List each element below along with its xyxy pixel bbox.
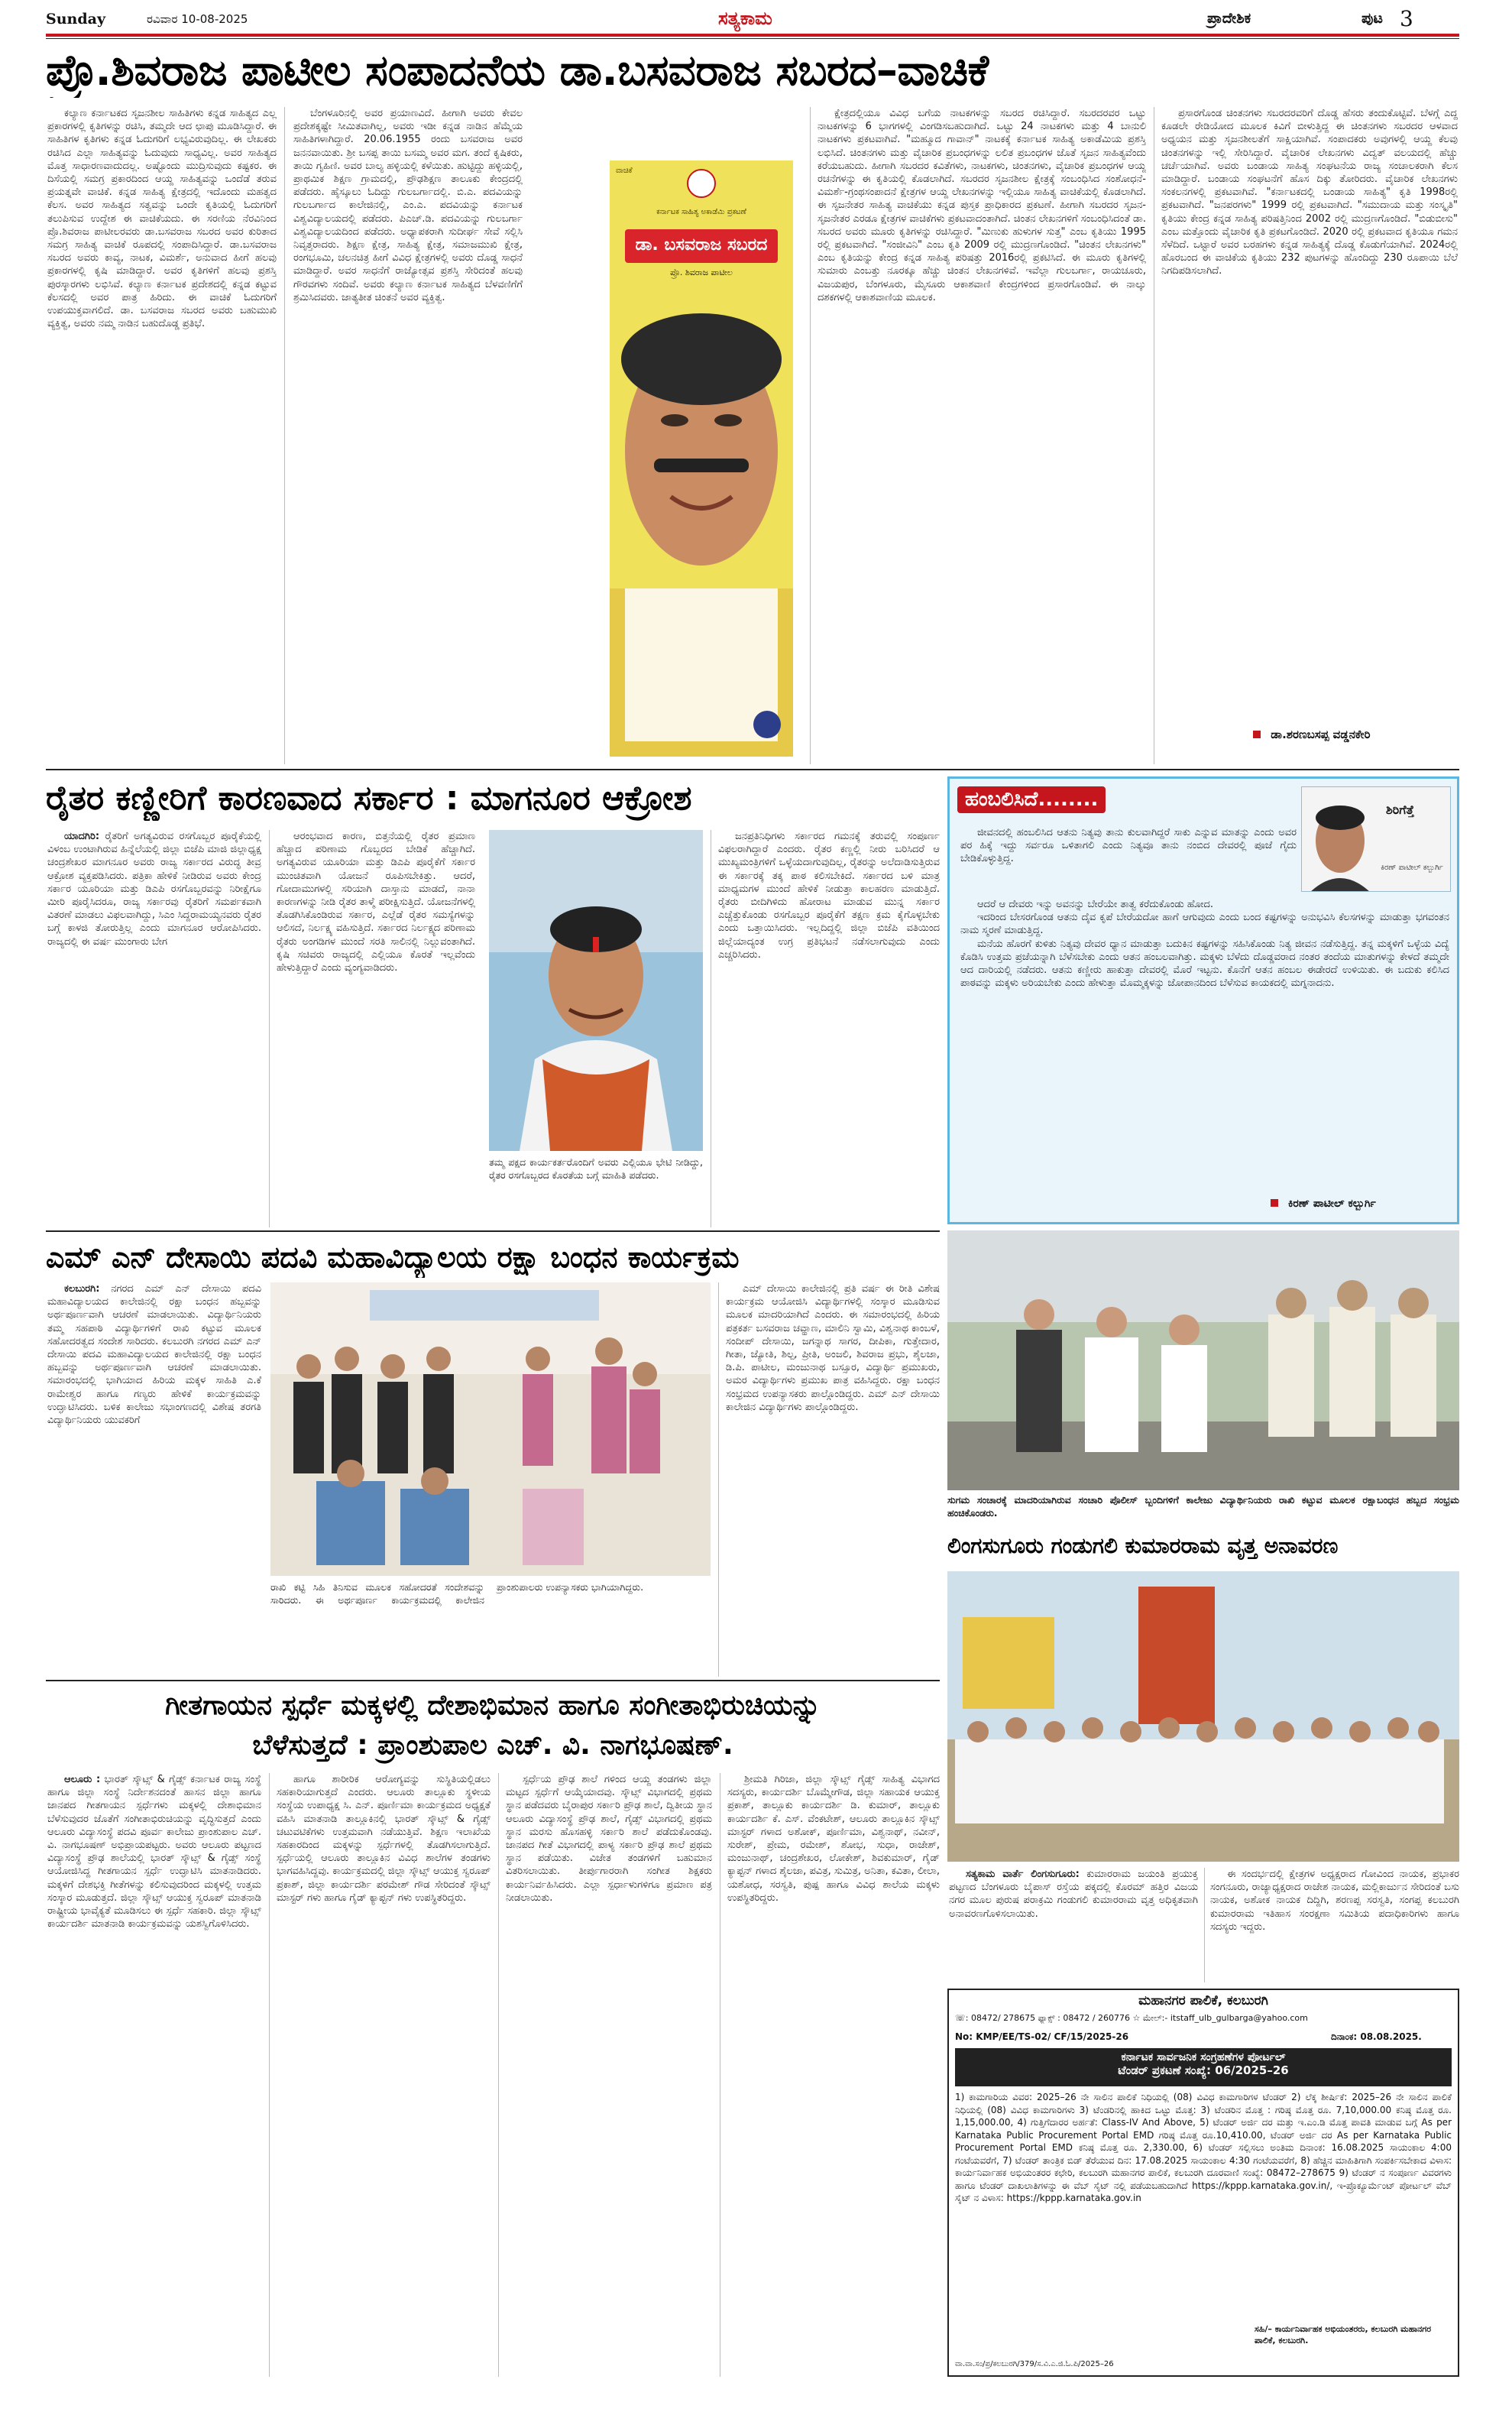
masthead xyxy=(46,6,1459,34)
masthead-page-number: 3 xyxy=(1400,6,1413,31)
tender-notice xyxy=(947,1989,1459,2377)
tender-footer: ವಾ.ವಾ.ಸಂ/ಪ್ರ/ಕಲಬುರಗಿ/379/ಸ.ವಿ.ಎ.ಜಿ.ಓ.ಪಿ/2025–26 xyxy=(955,2360,1114,2368)
story1-headline: ಪ್ರೊ.ಶಿವರಾಜ ಪಾಟೀಲ ಸಂಪಾದನೆಯ ಡಾ.ಬಸವರಾಜ ಸಬರದ–ವಾಚಿಕೆ xyxy=(46,46,989,96)
story4-col1: ಸತ್ಯಕಾಮ ವಾರ್ತೆ ಲಿಂಗಸುಗೂರು: ಕುಮಾರರಾಮ ಜಯಂತಿ ಪ್ರಯುಕ್ತ ಪಟ್ಟಣದ ಬೆಂಗಳೂರು ಬೈಪಾಸ್ ರಸ್ತೆಯ ಪಕ್ಕದಲ್ಲಿ ಕೊರಮ್ ಹತ್ತಿರ ವಿಜಯ ನಗರ ಮೂಲ ಪುರುಷ ಪರಾಕ್ರಮಿ ಗಂಡುಗಲಿ ಕುಮಾರರಾಮ ವೃತ್ತ ಅಧಿಕೃತವಾಗಿ ಅನಾವರಣಗೊಳಿಸಲಾಯಿತು. xyxy=(949,1869,1198,1920)
story4-photo xyxy=(947,1571,1459,1862)
tender-office: ಮಹಾನಗರ ಪಾಲಿಕೆ, ಕಲಬುರಗಿ xyxy=(1138,1993,1268,2008)
masthead-page-label: ಪುಟ xyxy=(1361,10,1383,27)
story3-col1: ಕಲಬುರಗಿ: ನಗರದ ಎಮ್ ಎನ್ ದೇಸಾಯಿ ಪದವಿ ಮಹಾವಿದ್ಯಾಲಯದ ಕಾಲೇಜಿನಲ್ಲಿ ರಕ್ಷಾ ಬಂಧನ ಹಬ್ಬವನ್ನು ಅರ್ಥಪೂರ್ಣವಾಗಿ ಆಚರಣೆ ಮಾಡಲಾಯಿತು. ವಿದ್ಯಾರ್ಥಿನಿಯರು ತಮ್ಮ ಸಹಪಾಠಿ ವಿದ್ಯಾರ್ಥಿಗಳಿಗೆ ರಾಖಿ ಕಟ್ಟುವ ಮೂಲಕ ಸಹೋದರತ್ವದ ಸಂದೇಶ ಸಾರಿದರು. ಕಲಬುರಗಿ ನಗರದ ಎಮ್ ಎನ್ ದೇಸಾಯಿ ಪದವಿ ಮಹಾವಿದ್ಯಾಲಯದ ಕಾಲೇಜಿನಲ್ಲಿ ರಕ್ಷಾ ಬಂಧನ ಹಬ್ಬವನ್ನು ಅರ್ಥಪೂರ್ಣವಾಗಿ ಆಚರಣೆ ಮಾಡಲಾಯಿತು. ಸಮಾರಂಭದಲ್ಲಿ ಭಾಗಿಯಾದ ಹಿರಿಯ ಮಕ್ಕಳ ಸಾಹಿತಿ ಎ.ಕೆ ರಾಮೇಶ್ವರ ಹಾಗೂ ಗಣ್ಯರು ಹೇಳಿಕೆ ಕಾರ್ಯಕ್ರಮವನ್ನು ಉದ್ಘಾಟಿಸಿದರು. ಬಳಿಕ ಕಾಲೇಜು ಸಭಾಂಗಣದಲ್ಲಿ ವಿಶೇಷ ತರಗತಿ ವಿದ್ಯಾರ್ಥಿನಿಯರು ಯುವಕರಿಗೆ xyxy=(47,1283,261,1427)
byline-marker xyxy=(1253,731,1261,738)
story2-col2: ಆರಂಭವಾದ ಕಾರಣ, ಬಿತ್ತನೆಯಲ್ಲಿ ರೈತರ ಪ್ರಮಾಣ ಹೆಚ್ಚಾದ ಪರಿಣಾಮ ಗೊಬ್ಬರದ ಬೇಡಿಕೆ ಹೆಚ್ಚಾಗಿದೆ. ಅಗತ್ಯವಿರುವ ಯೂರಿಯಾ ಮತ್ತು ಡಿಎಪಿ ಪೂರೈಕೆಗೆ ಸರ್ಕಾರ ಮುಂಚಿತವಾಗಿ ಯೋಜನೆ ರೂಪಿಸಬೇಕಿತ್ತು. ಆದರೆ, ಗೋದಾಮುಗಳಲ್ಲಿ ಸರಿಯಾಗಿ ದಾಸ್ತಾನು ಮಾಡದೆ, ನಾನಾ ಕಾರಣಗಳನ್ನು ನೀಡಿ ರೈತರ ತಾಳ್ಮೆ ಪರೀಕ್ಷಿಸುತ್ತಿದೆ. ಯೋಜನೆಗಳಲ್ಲಿ ತೊಡಗಿಸಿಕೊಂಡಿರುವ ಸರ್ಕಾರ, ಎಲ್ಲೆಡೆ ರೈತರ ಸಮಸ್ಯೆಗಳನ್ನು ಆಲಿಸದೆ, ನಿರ್ಲಕ್ಷ್ಯ ವಹಿಸುತ್ತಿದೆ. ಸರ್ಕಾರದ ನಿರ್ಲಕ್ಷ್ಯದ ಪರಿಣಾಮ ರೈತರು ಅಂಗಡಿಗಳ ಮುಂದೆ ಸರತಿ ಸಾಲಿನಲ್ಲಿ ನಿಲ್ಲುವಂತಾಗಿದೆ. ಕೃಷಿ ಸಚಿವರು ರಾಜ್ಯದಲ್ಲಿ ಎಲ್ಲಿಯೂ ಕೊರತೆ ಇಲ್ಲವೆಂದು ಹೇಳುತ್ತಿದ್ದಾರೆ ಎಂದು ವ್ಯಂಗ್ಯವಾಡಿದರು. xyxy=(277,831,475,974)
story5-col4: ಶ್ರೀಮತಿ ಗಿರಿಜಾ, ಜಿಲ್ಲಾ ಸ್ಕೌಟ್ಸ್ ಗೈಡ್ಸ್ ಸಾಹಿತ್ಯ ವಿಭಾಗದ ಸದಸ್ಯರು, ಕಾರ್ಯದರ್ಶಿ ಬೊಮ್ಮೇಗೌಡ, ಜಿಲ್ಲಾ ಸಹಾಯಕ ಆಯುಕ್ತ ಪ್ರಕಾಶ್, ತಾಲ್ಲೂಕು ಕಾರ್ಯದರ್ಶಿ ಡಿ. ಕುಮಾರ್, ತಾಲ್ಲೂಕು ಕಾರ್ಯದರ್ಶಿ ಕೆ. ಎಸ್. ವೆಂಕಟೇಶ್, ಆಲೂರು ತಾಲ್ಲೂಕಿನ ಸ್ಕೌಟ್ಸ್ ಮಾಸ್ಟರ್ ಗಳಾದ ಅಶೋಕ್, ಪೂರ್ಣಿಮಾ, ವಿಶ್ವನಾಥ್, ನವೀನ್, ಸುರೇಶ್, ಪ್ರೇಮ, ರಮೇಶ್, ಶೋಭ, ಸುಧಾ, ರಾಜೇಶ್, ಮಂಜುನಾಥ್, ಚಂದ್ರಶೇಖರ, ಲೋಕೇಶ್, ಶಿವಕುಮಾರ್, ಗೈಡ್ ಕ್ಯಾಪ್ಟನ್ ಗಳಾದ ಶೈಲಜಾ, ಪವಿತ್ರ, ಸುಮಿತ್ರ, ಅನಿತಾ, ಕವಿತಾ, ಲೀಲಾ, ಯಶೋಧ, ಸರಸ್ವತಿ, ಪುಷ್ಪ ಹಾಗೂ ವಿವಿಧ ಶಾಲೆಯ ಮಕ್ಕಳು ಉಪಸ್ಥಿತರಿದ್ದರು. xyxy=(727,1774,940,1904)
story1-byline-name: ಡಾ.ಶರಣಬಸಪ್ಪ ವಡ್ಡನಕೇರಿ xyxy=(1271,728,1371,741)
story3-photo-caption: ರಾಖಿ ಕಟ್ಟಿ ಸಿಹಿ ತಿನಿಸುವ ಮೂಲಕ ಸಹೋದರತೆ ಸಂದೇಶವನ್ನು ಸಾರಿದರು. ಈ ಅರ್ಥಪೂರ್ಣ ಕಾರ್ಯಕ್ರಮದಲ್ಲಿ ಕಾಲೇಜಿನ ಪ್ರಾಂಶುಪಾಲರು ಉಪನ್ಯಾಸಕರು ಭಾಗಿಯಾಗಿದ್ದರು. xyxy=(270,1581,644,1606)
story3-col3: ಎಮ್ ದೇಸಾಯಿ ಕಾಲೇಜಿನಲ್ಲಿ ಪ್ರತಿ ವರ್ಷ ಈ ರೀತಿ ವಿಶೇಷ ಕಾರ್ಯಕ್ರಮ ಆಯೋಜಿಸಿ ವಿದ್ಯಾರ್ಥಿಗಳಲ್ಲಿ ಸಂಸ್ಕಾರ ಮೂಡಿಸುವ ಮೂಲಕ ಮಾದರಿಯಾಗಿದೆ ಎಂದರು. ಈ ಸಮಾರಂಭದಲ್ಲಿ ಹಿರಿಯ ಪತ್ರಕರ್ತ ಬಸವರಾಜ ಚವ್ಹಾಣ, ಮಾಲಿನಿ ಸ್ವಾಮಿ, ವಿಶ್ವನಾಥ ಕಾಂಬಳೆ, ಸಂದೀಪ್ ದೇಸಾಯಿ, ಜಗನ್ನಾಥ ಸಾಗರ, ದೀಪಿಕಾ, ಗುತ್ತೇದಾರ, ಗೀತಾ, ಜ್ಯೋತಿ, ಶಿಲ್ಪ, ಪ್ರೀತಿ, ಅಂಜಲಿ, ಶಿವರಾಜ ಪ್ರಭು, ಶೈಲಜಾ, ಡಿ.ಪಿ. ಪಾಟೀಲ, ಮಂಜುನಾಥ ಬಸ್ಸೂರ, ವಿದ್ಯಾರ್ಥಿ ಪ್ರಮುಖರು, ಅಮರ ವಿದ್ಯಾರ್ಥಿಗಳು ಪ್ರಮುಖ ಪಾತ್ರ ವಹಿಸಿದ್ದರು. ರಕ್ಷಾ ಬಂಧನ ಸಂಭ್ರಮದ ಉಪನ್ಯಾಸಕರು ಪಾಲ್ಗೊಂಡಿದ್ದರು. ಎಮ್ ಎನ್ ದೇಸಾಯಿ ಕಾಲೇಜಿನ ವಿದ್ಯಾರ್ಥಿಗಳು ಪಾಲ್ಗೊಂಡಿದ್ದರು. xyxy=(726,1283,940,1413)
book-label: ವಾಚಿಕೆ xyxy=(616,167,633,175)
hambaliside-title: ಹಂಬಲಿಸಿದೆ........ xyxy=(957,786,1106,813)
tender-portal: ಕರ್ನಾಟಕ ಸಾರ್ವಜನಿಕ ಸಂಗ್ರಹಣೆಗಳ ಪೋರ್ಟಲ್ xyxy=(1121,2051,1286,2063)
story4-headline: ಲಿಂಗಸುಗೂರು ಗಂಡುಗಲಿ ಕುಮಾರರಾಮ ವೃತ್ತ ಅನಾವರಣ xyxy=(947,1533,1339,1558)
masthead-paper-name: ಸತ್ಯಕಾಮ xyxy=(718,8,772,29)
tender-ref-date: ದಿನಾಂಕ: 08.08.2025. xyxy=(1331,2031,1422,2042)
story1-col1: ಕಲ್ಯಾಣ ಕರ್ನಾಟಕದ ಸೃಜನಶೀಲ ಸಾಹಿತಿಗಳು ಕನ್ನಡ ಸಾಹಿತ್ಯದ ಎಲ್ಲ ಪ್ರಕಾರಗಳಲ್ಲಿ ಕೃತಿಗಳನ್ನು ರಚಿಸಿ, ತಮ್ಮದೇ ಆದ ಛಾಪು ಮೂಡಿಸಿದ್ದಾರೆ. ಈ ಸಾಹಿತಿಗಳ ಕೃತಿಗಳು ಕನ್ನಡ ಓದುಗರಿಗೆ ಲಭ್ಯವಿರುವುದಿಲ್ಲ. ಈ ಲೇಖಕರು ರಚಿಸಿದ ಎಲ್ಲಾ ಸಾಹಿತ್ಯವನ್ನು ಓದುವುದು ಸಾಧ್ಯವಿಲ್ಲ. ಅವರ ಸಾಹಿತ್ಯದ ಮೊತ್ತ ಸಾಧಾರಣವಾದುದಲ್ಲ. ಅಷ್ಟೊಂದು ಮುದ್ರಿಸುವುದು ಕಷ್ಟಕರ. ಈ ದಿಸೆಯಲ್ಲಿ ಸಮಗ್ರ ಪ್ರಕಾರದಿಂದ ಆಯ್ದ ಸಾಹಿತ್ಯವನ್ನು ಒಂದೆಡೆ ತರುವ ಪ್ರಯತ್ನವೇ ವಾಚಿಕೆ. ಕನ್ನಡ ಸಾಹಿತ್ಯ ಕ್ಷೇತ್ರದಲ್ಲಿ ಇದೊಂದು ಮಹತ್ವದ ಕೆಲಸ. ಅವರ ಸಾಹಿತ್ಯದ ಸತ್ವವನ್ನು ಒಂದೇ ಕೃತಿಯಲ್ಲಿ ಓದುಗರಿಗೆ ತಲುಪಿಸುವ ಉದ್ದೇಶ ಈ ವಾಚಿಕೆಯದು. ಈ ಸರಣಿಯ ನೆರವಿನಿಂದ ಪ್ರೊ.ಶಿವರಾಜ ಪಾಟೀಲರವರು ಡಾ.ಬಸವರಾಜ ಸಬರದ ಅವರ ಕುರಿತಾದ ಸಮಗ್ರ ಸಾಹಿತ್ಯ ವಾಚಿಕೆ ರೂಪದಲ್ಲಿ ಸಂಪಾದಿಸಿದ್ದಾರೆ. ಡಾ.ಬಸವರಾಜ ಸಬರದ ಅವರು ಕಾವ್ಯ, ನಾಟಕ, ವಿಮರ್ಶೆ, ಅನುವಾದ ಹೀಗೆ ಹಲವು ಪ್ರಕಾರಗಳಲ್ಲಿ ಕೃಷಿ ಮಾಡಿದ್ದಾರೆ. ಅವರ ಕೃತಿಗಳಿಗೆ ಹಲವು ಪ್ರಶಸ್ತಿ ಪುರಸ್ಕಾರಗಳು ಲಭಿಸಿವೆ. ಕಲ್ಯಾಣ ಕರ್ನಾಟಕ ಪ್ರದೇಶದಲ್ಲಿ ಕನ್ನಡ ಕಟ್ಟುವ ಕೆಲಸದಲ್ಲಿ ಅವರ ಪಾತ್ರ ಹಿರಿದು. ಈ ವಾಚಿಕೆ ಓದುಗರಿಗೆ ಉಪಯುಕ್ತವಾಗಲಿದೆ. ಡಾ. ಬಸವರಾಜ ಸಬರದ ಅವರು ಬಹುಮುಖಿ ವ್ಯಕ್ತಿತ್ವ, ಅವರು ನಮ್ಮ ನಾಡಿನ ಬಹುದೊಡ್ಡ ಪ್ರತಿಭೆ. xyxy=(47,108,277,330)
story2-headline: ರೈತರ ಕಣ್ಣೀರಿಗೆ ಕಾರಣವಾದ ಸರ್ಕಾರ : ಮಾಗನೂರ ಆಕ್ರೋಶ xyxy=(46,779,692,818)
tender-signature: ಸಹಿ/– ಕಾರ್ಯನಿರ್ವಾಹಕ ಅಭಿಯಂತರರು, ಕಲಬುರಗಿ ಮಹಾನಗರ ಪಾಲಿಕೆ, ಕಲಬುರಗಿ. xyxy=(1255,2324,1432,2345)
story1-bottom-rule xyxy=(46,769,1459,770)
story2-bottom-rule xyxy=(46,1230,940,1232)
story5-headline-line1: ಗೀತಗಾಯನ ಸ್ಪರ್ಧೆ ಮಕ್ಕಳಲ್ಲಿ ದೇಶಾಭಿಮಾನ ಹಾಗೂ ಸಂಗೀತಾಭಿರುಚಿಯನ್ನು xyxy=(165,1690,821,1721)
story3-photo xyxy=(270,1282,711,1576)
story5-col3: ಸ್ಪರ್ಧೆಯ ಪ್ರೌಢ ಶಾಲೆ ಗಳಿಂದ ಆಯ್ದ ತಂಡಗಳು ಜಿಲ್ಲಾ ಮಟ್ಟದ ಸ್ಪರ್ಧೆಗೆ ಆಯ್ಕೆಯಾದವು. ಸ್ಕೌಟ್ಸ್ ವಿಭಾಗದಲ್ಲಿ ಪ್ರಥಮ ಸ್ಥಾನ ಪಡೆದವರು ಬೈರಾಪುರ ಸರ್ಕಾರಿ ಪ್ರೌಢ ಶಾಲೆ, ದ್ವಿತೀಯ ಸ್ಥಾನ ಆಲೂರು ವಿದ್ಯಾಸಂಸ್ಥೆ ಪ್ರೌಢ ಶಾಲೆ, ಗೈಡ್ಸ್ ವಿಭಾಗದಲ್ಲಿ ಪ್ರಥಮ ಸ್ಥಾನ ಮರಸು ಹೊಸಹಳ್ಳಿ ಸರ್ಕಾರಿ ಶಾಲೆ ಪಡೆದುಕೊಂಡವು. ಜಾನಪದ ಗೀತೆ ವಿಭಾಗದಲ್ಲಿ ಪಾಳ್ಯ ಸರ್ಕಾರಿ ಪ್ರೌಢ ಶಾಲೆ ಪ್ರಥಮ ಸ್ಥಾನ ಪಡೆಯಿತು. ವಿಜೇತ ತಂಡಗಳಿಗೆ ಬಹುಮಾನ ವಿತರಿಸಲಾಯಿತು. ತೀರ್ಪುಗಾರರಾಗಿ ಸಂಗೀತ ಶಿಕ್ಷಕರು ಕಾರ್ಯನಿರ್ವಹಿಸಿದರು. ಎಲ್ಲಾ ಸ್ಪರ್ಧಾಳುಗಳಿಗೂ ಪ್ರಮಾಣ ಪತ್ರ ನೀಡಲಾಯಿತು. xyxy=(506,1774,712,1904)
author-photo-tag: ಶಿರಿಗೆತ್ತೆ xyxy=(1386,802,1414,817)
story3-bottom-rule xyxy=(46,1680,940,1681)
hambaliside-author-photo xyxy=(1301,786,1451,892)
story2-dateline: ಯಾದಗಿರಿ: xyxy=(64,831,100,842)
story1-col3-text: ಕ್ಷೇತ್ರದಲ್ಲಿಯೂ ವಿವಿಧ ಬಗೆಯ ನಾಟಕಗಳನ್ನು ಸಬರದ ರಚಿಸಿದ್ದಾರೆ. ಸಬರದರವರ ಒಟ್ಟು ನಾಟಕಗಳನ್ನು 6 ಭಾಗಗಳಲ್ಲಿ ವಿಂಗಡಿಸಬಹುದಾಗಿದೆ. ಒಟ್ಟು 24 ನಾಟಕಗಳು ಮತ್ತು 4 ಬಾನುಲಿ ನಾಟಕಗಳು ಪ್ರಕಟವಾಗಿವೆ. "ಮಹ್ಮೂದ ಗಾವಾನ್" ನಾಟಕಕ್ಕೆ ಕರ್ನಾಟಕ ಸಾಹಿತ್ಯ ಅಕಾಡೆಮಿಯ ಪ್ರಶಸ್ತಿ ಲಭಿಸಿದೆ. ಚಿಂತನಗಳು ಮತ್ತು ವೈಚಾರಿಕ ಪ್ರಬಂಧಗಳನ್ನು ಲಲಿತ ಪ್ರಬಂಧಗಳ ಜೊತೆ ಸೃಜನ ಸಾಹಿತ್ಯವೆಂದು ಕರೆಯಬಹುದು. ಹೀಗಾಗಿ ಸಬರದರ ಕವಿತೆಗಳು, ನಾಟಕಗಳು, ಚಿಂತನಗಳು, ವೈಚಾರಿಕ ಪ್ರಬಂಧಗಳ ಆಯ್ದ ರಚನೆಗಳನ್ನು ಈ ಕೃತಿಯಲ್ಲಿ ಕೊಡಲಾಗಿದೆ. ಸಬರದರ ಸೃಜನಶೀಲ ಕ್ಷೇತ್ರಕ್ಕೆ ಸಂಬಂಧಿಸಿದ ಸಂಶೋಧನೆ-ವಿಮರ್ಶೆ-ಗ್ರಂಥಸಂಪಾದನೆ ಕ್ಷೇತ್ರಗಳ ಆಯ್ದ ಲೇಖನಗಳನ್ನು ಇಲ್ಲಿಯೂ ಸಾಹಿತ್ಯ ವಾಚಿಕೆಯಲ್ಲಿ ಕೊಡಲಾಗಿದೆ. ಈ ಸೃಜನೇತರ ಸಾಹಿತ್ಯ ವಾಚಿಕೆಯು ಕನ್ನಡ ಪುಸ್ತಕ ಪ್ರಾಧಿಕಾರದ ಪ್ರಕಟಣೆ. ಹೀಗಾಗಿ ಸಬರದರ ಸೃಜನ-ಸೃಜನೇತರ ಎರಡೂ ಕ್ಷೇತ್ರಗಳ ವಾಚಿಕೆಗಳು ಪ್ರಕಟವಾದಂತಾಗಿದೆ. ಚಿಂತನ ಲೇಖನಗಳಿಗೆ ಸಂಬಂಧಿಸಿದಂತೆ ಡಾ. ಸಬರದ ಅವರು ಮೂರು ಕೃತಿಗಳನ್ನು ರಚಿಸಿದ್ದಾರೆ. "ಮಿಣುಕು ಹುಳುಗಳ ಸುತ್ತ" ಎಂಬ ಕೃತಿಯು 1995 ರಲ್ಲಿ ಪ್ರಕಟವಾಗಿದೆ. "ಸಂಜೀವಿನಿ" ಎಂಬ ಕೃತಿ 2009 ರಲ್ಲಿ ಮುದ್ರಣಗೊಂಡಿದೆ. "ಚಿಂತನ ಲೇಖನಗಳು" ಎಂಬ ಕೃತಿಯನ್ನು ಕೇಂದ್ರ ಕನ್ನಡ ಸಾಹಿತ್ಯ ಪರಿಷತ್ತು 2016ರಲ್ಲಿ ಪ್ರಕಟಿಸಿದೆ. ಈ ಮೂರು ಕೃತಿಗಳಲ್ಲಿ ಸುಮಾರು ಎಂಬತ್ತು ನೂರಕ್ಕೂ ಹೆಚ್ಚು ಚಿಂತನ ಲೇಖನಗಳಿವೆ. ಇವೆಲ್ಲಾ ಗುಲಬರ್ಗಾ, ರಾಯಚೂರು, ವಿಜಯಪುರ, ಬೆಂಗಳೂರು, ಮೈಸೂರು ಆಕಾಶವಾಣಿ ಕೇಂದ್ರಗಳಿಂದ ಪ್ರಸಾರಗೊಂಡಿವೆ. ಈ ನಾಲ್ಕು ದಶಕಗಳಲ್ಲಿ ಆಕಾಶವಾಣಿಯ ಮೂಲಕ. xyxy=(818,108,1146,303)
police-rakhi-photo xyxy=(947,1230,1459,1490)
masthead-day: Sunday xyxy=(46,11,105,28)
police-photo-caption: ಸುಗಮ ಸಂಚಾರಕ್ಕೆ ಮಾದರಿಯಾಗಿರುವ ಸಂಚಾರಿ ಪೊಲೀಸ್ ಬ್ಬಂದಿಗಳಿಗೆ ಕಾಲೇಜು ವಿದ್ಯಾರ್ಥಿನಿಯರು ರಾಖಿ ಕಟ್ಟುವ ಮೂಲಕ ರಕ್ಷಾಬಂಧನ ಹಬ್ಬದ ಸಂಭ್ರಮ ಹಂಚಿಕೊಂಡರು. xyxy=(947,1494,1459,1519)
story3-headline: ಎಮ್ ಎನ್ ದೇಸಾಯಿ ಪದವಿ ಮಹಾವಿದ್ಯಾಲಯ ರಕ್ಷಾ ಬಂಧನ ಕಾರ್ಯಕ್ರಮ xyxy=(46,1240,740,1274)
story5-col2: ಹಾಗೂ ಶಾರೀರಿಕ ಆರೋಗ್ಯವನ್ನು ಸುಸ್ಥಿತಿಯಲ್ಲಿಡಲು ಸಹಕಾರಿಯಾಗುತ್ತದೆ ಎಂದರು. ಆಲೂರು ತಾಲ್ಲೂಕು ಸ್ಥಳೀಯ ಸಂಸ್ಥೆಯ ಉಪಾಧ್ಯಕ್ಷ ಸಿ. ಎನ್. ಪೂರ್ಣಿಮಾ ಕಾರ್ಯಕ್ರಮದ ಅಧ್ಯಕ್ಷತೆ ವಹಿಸಿ ಮಾತನಾಡಿ ತಾಲ್ಲೂಕಿನಲ್ಲಿ ಭಾರತ್ ಸ್ಕೌಟ್ಸ್ & ಗೈಡ್ಸ್ ಚಟುವಟಿಕೆಗಳು ಉತ್ತಮವಾಗಿ ನಡೆಯುತ್ತಿವೆ. ಶಿಕ್ಷಣ ಇಲಾಖೆಯ ಸಹಕಾರದಿಂದ ಮಕ್ಕಳನ್ನು ಸ್ಪರ್ಧೆಗಳಲ್ಲಿ ತೊಡಗಿಸಲಾಗುತ್ತಿದೆ. ಸ್ಪರ್ಧೆಯಲ್ಲಿ ಆಲೂರು ತಾಲ್ಲೂಕಿನ ವಿವಿಧ ಶಾಲೆಗಳ ತಂಡಗಳು ಭಾಗವಹಿಸಿದ್ದವು. ಕಾರ್ಯಕ್ರಮದಲ್ಲಿ ಜಿಲ್ಲಾ ಸ್ಕೌಟ್ಸ್ ಆಯುಕ್ತ ಸ್ವರೂಪ್ ಪ್ರಕಾಶ್, ಜಿಲ್ಲಾ ಕಾರ್ಯದರ್ಶಿ ಪರಮೇಶ್ ಗೌಡ ಸೇರಿದಂತೆ ಸ್ಕೌಟ್ಸ್ ಮಾಸ್ಟರ್ ಗಳು ಹಾಗೂ ಗೈಡ್ ಕ್ಯಾಪ್ಟನ್ ಗಳು ಉಪಸ್ಥಿತರಿದ್ದರು. xyxy=(277,1774,491,1904)
story4-col2: ಈ ಸಂದರ್ಭದಲ್ಲಿ ಕ್ಷೇತ್ರಗಳ ಅಧ್ಯಕ್ಷರಾದ ಗೋವಿಂದ ನಾಯಕ, ಪ್ರಭಾಕರ ಸಂಗನೂರು, ರಾಜ್ಯಾಧ್ಯಕ್ಷರಾದ ರಾಜೇಶ ನಾಯಕ, ಮಲ್ಲಿಕಾರ್ಜುನ ಸೇರಿದಂತೆ ಬಸು ನಾಯಕ, ಅಶೋಕ ನಾಯಕ ದಿದ್ದಿಗಿ, ಶರಣಪ್ಪ ಸರಸ್ವತಿ, ಸಂಗಪ್ಪ ಕಲಬುರಗಿ ಕುಮಾರರಾಮ ಇತಿಹಾಸ ಸಂರಕ್ಷಣಾ ಸಮಿತಿಯ ಪದಾಧಿಕಾರಿಗಳು ಹಾಗೂ ಸದಸ್ಯರು ಇದ್ದರು. xyxy=(1210,1869,1459,1933)
author-photo-art xyxy=(1302,787,1451,892)
story5-headline-line2: ಬೆಳೆಸುತ್ತದೆ : ಪ್ರಾಂಶುಪಾಲ ಎಚ್. ವಿ. ನಾಗಭೂಷಣ್. xyxy=(252,1729,733,1761)
hambaliside-box xyxy=(947,776,1459,1224)
story4-photo-art xyxy=(947,1571,1459,1862)
masthead-date: ರವಿವಾರ 10-08-2025 xyxy=(147,12,248,26)
book-editor: ಪ್ರೊ. ಶಿವರಾಜ ಪಾಟೀಲ xyxy=(670,267,733,277)
story3-dateline: ಕಲಬುರಗಿ: xyxy=(64,1283,100,1295)
book-title: ಡಾ. ಬಸವರಾಜ ಸಬರದ xyxy=(635,235,768,254)
tender-contact: ☏: 08472/ 278675 ಫ್ಯಾಕ್ಸ್ : 08472 / 260776 ☆ ಮೇಲ್:- itstaff_ulb_gulbarga@yahoo.com xyxy=(955,2013,1308,2023)
story2-portrait xyxy=(489,830,703,1151)
hambaliside-byline: ಕಿರಣ್ ಪಾಟೀಲ್ ಕಲ್ಬುರ್ಗಿ xyxy=(1271,1198,1454,1210)
hambaliside-body-2: ಆದರೆ ಆ ದೇವರು ಇನ್ನು ಅವನನ್ನು ಬೇರೆಯೇ ತಾತ್ವ ಕರೆದುಕೊಂಡು ಹೋದ. ಇದರಿಂದ ಬೇಸರಗೊಂಡ ಆತನು ದೈವ ಕೃಪೆ ಬೇರೆಯದೋ ಹಾಗೆ ಆಗುವುದು ಎಂದು ಬಂದ ಕಷ್ಟಗಳನ್ನು ಅನುಭವಿಸಿ ಕೆಲಸಗಳನ್ನು ಮಾಡುತ್ತಾ ಭಗವಂತನ ನಾಮ ಸ್ಮರಣೆ ಮಾಡುತ್ತಿದ್ದ. ಮನೆಯ ಹೊರಗೆ ಕುಳಿತು ನಿತ್ಯವು ದೇವರ ಧ್ಯಾನ ಮಾಡುತ್ತಾ ಬದುಕಿನ ಕಷ್ಟಗಳನ್ನು ಸಹಿಸಿಕೊಂಡು ನಿತ್ಯ ಜೀವನ ನಡೆಸುತ್ತಿದ್ದ. ತನ್ನ ಮಕ್ಕಳಿಗೆ ಒಳ್ಳೆಯ ವಿದ್ಯೆ ಕೊಡಿಸಿ ಉತ್ತಮ ಪ್ರಜೆಯನ್ನಾಗಿ ಬೆಳೆಸಬೇಕು ಎಂದು ಆತನ ಹಂಬಲವಾಗಿತ್ತು. ಮಕ್ಕಳು ಬೆಳೆದು ದೊಡ್ಡವರಾದ ನಂತರ ತಂದೆಯ ಮಾತುಗಳನ್ನು ಕೇಳದೆ ತಮ್ಮದೇ ಆದ ದಾರಿಯಲ್ಲಿ ನಡೆದರು. ಆತನು ಕಣ್ಣೀರು ಹಾಕುತ್ತಾ ದೇವರಲ್ಲಿ ಮೊರೆ ಇಟ್ಟನು. ಕೊನೆಗೆ ಆತನ ಹಂಬಲ ಈಡೇರದೆ ಉಳಿಯಿತು. ಈ ಬದುಕು ಕಲಿಸಿದ ಪಾಠವನ್ನು ಮಕ್ಕಳು ಅರಿಯಬೇಕು ಎಂದು ಹೇಳುತ್ತಾ ಮೊಮ್ಮಕ್ಕಳನ್ನು ಜೋಪಾನದಿಂದ ಬೆಳೆಸುವ ಕಾಯಕದಲ್ಲಿ ಮಗ್ನನಾದನು. xyxy=(960,899,1449,990)
tender-portal-banner xyxy=(955,2048,1452,2086)
book-series: ಕರ್ನಾಟಕ ಸಾಹಿತ್ಯ ಅಕಾಡೆಮಿ ಪ್ರಕಟಣೆ xyxy=(656,208,746,216)
police-rakhi-photo-art xyxy=(947,1230,1459,1490)
story5-dateline: ಆಲೂರು : xyxy=(64,1774,101,1785)
story2-col3: ಜನಪ್ರತಿನಿಧಿಗಳು ಸರ್ಕಾರದ ಗಮನಕ್ಕೆ ತರುವಲ್ಲಿ ಸಂಪೂರ್ಣ ವಿಫಲರಾಗಿದ್ದಾರೆ ಎಂದರು. ರೈತರ ಕಣ್ಣಲ್ಲಿ ನೀರು ಬರಿಸಿದರೆ ಆ ಮುಖ್ಯಮಂತ್ರಿಗಳಿಗೆ ಒಳ್ಳೆಯದಾಗುವುದಿಲ್ಲ, ರೈತರನ್ನು ಅಲೆದಾಡಿಸುತ್ತಿರುವ ಈ ಸರ್ಕಾರಕ್ಕೆ ತಕ್ಕ ಪಾಠ ಕಲಿಸಬೇಕಿದೆ. ಸರ್ಕಾರದ ಬಳಿ ಮಾತ್ರ ಮಾಧ್ಯಮಗಳ ಮುಂದೆ ಹೇಳಿಕೆ ನೀಡುತ್ತಾ ಕಾಲಹರಣ ಮಾಡುತ್ತಿದೆ. ರೈತರು ಬೀದಿಗಿಳಿದು ಹೋರಾಟ ಮಾಡುವ ಮುನ್ನ ಸರ್ಕಾರ ಎಚ್ಚೆತ್ತುಕೊಂಡು ರಸಗೊಬ್ಬರ ಪೂರೈಕೆಗೆ ತಕ್ಷಣ ಕ್ರಮ ಕೈಗೊಳ್ಳಬೇಕು ಎಂದು ಒತ್ತಾಯಿಸಿದರು. ಇಲ್ಲದಿದ್ದಲ್ಲಿ ಜಿಲ್ಲಾ ಬಿಜೆಪಿ ವತಿಯಿಂದ ಜಿಲ್ಲೆಯಾದ್ಯಂತ ಉಗ್ರ ಪ್ರತಿಭಟನೆ ನಡೆಸಲಾಗುವುದು ಎಂದು ಎಚ್ಚರಿಸಿದರು. xyxy=(718,831,940,961)
book-cover-image xyxy=(610,160,793,757)
byline-marker xyxy=(1271,1199,1278,1207)
masthead-rule-thin xyxy=(46,38,1459,39)
story1-byline xyxy=(1253,728,1459,746)
hambaliside-body: ಜೀವನದಲ್ಲಿ ಹಂಬಲಿಸಿದ ಆತನು ನಿತ್ಯವು ತಾನು ಕುಲವಾಗಿದ್ದರೆ ಸಾಕು ಎನ್ನುವ ಮಾತನ್ನು ಎಂದು ಅವರ ಪರ ಹಿಕ್ಕೆ ಇದ್ದು ಸರ್ವರೂ ಒಳಿತಾಗಲಿ ಎಂದು ನಿತ್ಯವೂ ತಾನು ನಂಬಿದ ದೇವರಲ್ಲಿ ಪೂಜೆ ಗೈದು ಬೇಡಿಕೊಳ್ಳುತ್ತಿದ್ದ. xyxy=(960,827,1297,865)
story2-col1: ಯಾದಗಿರಿ: ರೈತರಿಗೆ ಅಗತ್ಯವಿರುವ ರಸಗೊಬ್ಬರ ಪೂರೈಕೆಯಲ್ಲಿ ವಿಳಂಬ ಉಂಟಾಗಿರುವ ಹಿನ್ನೆಲೆಯಲ್ಲಿ ಜಿಲ್ಲಾ ಬಿಜೆಪಿ ಮಾಜಿ ಜಿಲ್ಲಾಧ್ಯಕ್ಷ ಚಂದ್ರಶೇಖರ ಮಾಗನೂರ ಅವರು ರಾಜ್ಯ ಸರ್ಕಾರದ ವಿರುದ್ಧ ತೀವ್ರ ಆಕ್ರೋಶ ವ್ಯಕ್ತಪಡಿಸಿದರು. ಪತ್ರಿಕಾ ಹೇಳಿಕೆ ನೀಡಿರುವ ಅವರು ಕೇಂದ್ರ ಸರ್ಕಾರ ಯೂರಿಯಾ ಮತ್ತು ಡಿಎಪಿ ರಸಗೊಬ್ಬರವನ್ನು ನಿರೀಕ್ಷೆಗೂ ಮೀರಿ ಪೂರೈಸಿದರೂ, ರಾಜ್ಯ ಸರ್ಕಾರವು ರೈತರಿಗೆ ಸಮರ್ಪಕವಾಗಿ ವಿತರಣೆ ಮಾಡಲು ವಿಫಲವಾಗಿದ್ದು, ಸಿಎಂ ಸಿದ್ದರಾಮಯ್ಯನವರು ರೈತರ ಬಗ್ಗೆ ಕಾಳಜಿ ತೋರುತ್ತಿಲ್ಲ ಎಂದು ಮಾಗನೂರ ಆರೋಪಿಸಿದರು. ರಾಜ್ಯದಲ್ಲಿ ಈ ವರ್ಷ ಮುಂಗಾರು ಬೇಗ xyxy=(47,831,261,948)
masthead-rule xyxy=(46,34,1459,37)
story4-dateline: ಸತ್ಯಕಾಮ ವಾರ್ತೆ ಲಿಂಗಸುಗೂರು: xyxy=(966,1869,1080,1880)
story1-col4-text: ಪ್ರಸಾರಗೊಂಡ ಚಿಂತನಗಳು ಸಬರದರವರಿಗೆ ದೊಡ್ಡ ಹೆಸರು ತಂದುಕೊಟ್ಟಿವೆ. ಬೆಳಗ್ಗೆ ಎದ್ದ ಕೂಡಲೇ ರೇಡಿಯೋದ ಮೂಲಕ ಕಿವಿಗೆ ಬೀಳುತ್ತಿದ್ದ ಈ ಚಿಂತನಗಳು ಸಬರದರ ಆಳವಾದ ಅಧ್ಯಯನ ಮತ್ತು ಸೃಜನಶೀಲತೆಗೆ ಸಾಕ್ಷಿಯಾಗಿವೆ. ಸಂಪಾದಕರು ಅವುಗಳಲ್ಲಿ ಆಯ್ದ ಕೆಲವು ಚಿಂತನಗಳನ್ನು ಇಲ್ಲಿ ಸೇರಿಸಿದ್ದಾರೆ. ವೈಚಾರಿಕ ಲೇಖನಗಳು ವಿದ್ವತ್ ವಲಯದಲ್ಲಿ ಹೆಚ್ಚು ಚರ್ಚೆಯಾಗಿವೆ. ಅವರು ಬಂಡಾಯ ಸಾಹಿತ್ಯ ಸಂಘಟನೆಯ ರಾಜ್ಯ ಸಂಚಾಲಕರಾಗಿ ಕೆಲಸ ಮಾಡಿದ್ದಾರೆ. ಬಂಡಾಯ ಸಂಘಟನೆಗೆ ಹೊಸ ದಿಕ್ಕು ತೋರಿದರು. ವೈಚಾರಿಕ ಲೇಖನಗಳು ಸಂಕಲನಗಳಲ್ಲಿ ಪ್ರಕಟವಾಗಿವೆ. "ಕರ್ನಾಟಕದಲ್ಲಿ ಬಂಡಾಯ ಸಾಹಿತ್ಯ" ಕೃತಿ 1998ರಲ್ಲಿ ಪ್ರಕಟವಾಗಿದೆ. "ಜನಪರಗಳು" 1999 ರಲ್ಲಿ ಪ್ರಕಟವಾಗಿದೆ. "ಸಮುದಾಯ ಮತ್ತು ಸಂಸ್ಕೃತಿ" ಕೃತಿಯು ಕೇಂದ್ರ ಕನ್ನಡ ಸಾಹಿತ್ಯ ಪರಿಷತ್ತಿನಿಂದ 2002 ರಲ್ಲಿ ಮುದ್ರಣಗೊಂಡಿದೆ. "ಬಿಡುಬೀಸು" ಎಂಬ ಮತ್ತೊಂದು ವೈಚಾರಿಕ ಕೃತಿ ಪ್ರಕಟಗೊಂಡಿದೆ. 2020 ರಲ್ಲಿ ಪ್ರಕಟವಾದ ಕೃತಿಯೂ ಗಮನ ಸೆಳೆದಿದೆ. ಒಟ್ಟಾರೆ ಅವರ ಬರಹಗಳು ಕನ್ನಡ ಸಾಹಿತ್ಯಕ್ಕೆ ದೊಡ್ಡ ಕೊಡುಗೆಯಾಗಿವೆ. 2024ರಲ್ಲಿ ಹೊರಬಂದ ಈ ವಾಚಿಕೆಯ ಕೃತಿಯು 232 ಪುಟಗಳನ್ನು ಹೊಂದಿದ್ದು 230 ರೂಪಾಯಿ ಬೆಲೆ ನಿಗದಿಪಡಿಸಲಾಗಿದೆ. xyxy=(1161,108,1458,277)
tender-ref-no: No: KMP/EE/TS-02/ CF/15/2025-26 xyxy=(955,2031,1129,2042)
tender-body: 1) ಕಾಮಗಾರಿಯ ವಿವರ: 2025–26 ನೇ ಸಾಲಿನ ಪಾಲಿಕೆ ನಿಧಿಯಲ್ಲಿ (08) ವಿವಿಧ ಕಾಮಗಾರಿಗಳ ಟೆಂಡರ್ 2) ಲೆಕ್ಕ ಶೀರ್ಷಿಕೆ: 2025–26 ನೇ ಸಾಲಿನ ಪಾಲಿಕೆ ನಿಧಿಯಲ್ಲಿ (08) ವಿವಿಧ ಕಾಮಗಾರಿಗಳು 3) ಟೆಂಡರಿನಲ್ಲಿ ಹಾಕಿದ ಒಟ್ಟು ಮೊತ್ತ: 3) ಟೆಂಡರಿನ ಮೊತ್ತ : ಗರಿಷ್ಠ ಮೊತ್ತ ರೂ. 7,10,000.00 ಕನಿಷ್ಠ ಮೊತ್ತ ರೂ. 1,15,000.00, 4) ಗುತ್ತಿಗೆದಾರರ ಅರ್ಹತೆ: Class-IV And Above, 5) ಟೆಂಡರ್ ಅರ್ಜಿ ದರ ಮತ್ತು ಇ.ಎಂ.ಡಿ ಮೊತ್ತ ಪಾವತಿ ಮಾಡುವ ಬಗ್ಗೆ As per Karnataka Public Procurement Portal EMD ಗರಿಷ್ಠ ಮೊತ್ತ ರೂ.10,410.00, ಟೆಂಡರ್ ಅರ್ಜಿ ದರ As per Karnataka Public Procurement Portal EMD ಕನಿಷ್ಠ ಮೊತ್ತ ರೂ. 2,330.00, 6) ಟೆಂಡರ್ ಸಲ್ಲಿಸಲು ಅಂತಿಮ ದಿನಾಂಕ: 16.08.2025 ಸಾಯಂಕಾಲ 4:00 ಗಂಟೆಯವರೆಗೆ, 7) ಟೆಂಡರ್ ತಾಂತ್ರಿಕ ಬಿಡ್ ತೆರೆಯುವ ದಿನ: 17.08.2025 ಸಾಯಂಕಾಲ 4:30 ಗಂಟೆಯವರೆಗೆ, 8) ಹೆಚ್ಚಿನ ಮಾಹಿತಿಗಾಗಿ ಸಂಪರ್ಕಿಸಬೇಕಾದ ವಿಳಾಸ: ಕಾರ್ಯನಿರ್ವಾಹಕ ಅಭಿಯಂತರರ ಕಛೇರಿ, ಕಲಬುರಗಿ ಮಹಾನಗರ ಪಾಲಿಕೆ, ಕಲಬುರಗಿ ದೂರವಾಣಿ ಸಂಖ್ಯೆ: 08472–278675 9) ಟೆಂಡರ್ ನ ಸಂಪೂರ್ಣ ವಿವರಗಳು ಹಾಗೂ ಟೆಂಡರ್ ದಾಖಲಾತಿಗಳನ್ನು ಈ ವೆಬ್ ಸೈಟ್ ನಲ್ಲಿ ಪಡೆಯಬಹುದಾಗಿದೆ https://kppp.karnataka.gov.in/, ಇ-ಪ್ರೊಕ್ಯೂರ್ಮೆಂಟ್ ಪೋರ್ಟಲ್ ವೆಬ್ ಸೈಟ್ ನ ವಿಳಾಸ: https://kppp.karnataka.gov.in xyxy=(955,2092,1452,2203)
masthead-section: ಪ್ರಾದೇಶಿಕ xyxy=(1207,10,1251,27)
story5-col1: ಆಲೂರು : ಭಾರತ್ ಸ್ಕೌಟ್ಸ್ & ಗೈಡ್ಸ್ ಕರ್ನಾಟಕ ರಾಜ್ಯ ಸಂಸ್ಥೆ ಹಾಗೂ ಜಿಲ್ಲಾ ಸಂಸ್ಥೆ ನಿರ್ದೇಶನದಂತೆ ಹಾಸನ ಜಿಲ್ಲಾ ಹಾಗೂ ಜಾನಪದ ಗೀತಗಾಯನ ಸ್ಪರ್ಧೆಗಳು ಮಕ್ಕಳಲ್ಲಿ ದೇಶಾಭಿಮಾನ ಬೆಳೆಸುವುದರ ಜೊತೆಗೆ ಸಂಗೀತಾಭಿರುಚಿಯನ್ನು ವೃದ್ಧಿಸುತ್ತದೆ ಎಂದು ಆಲೂರು ವಿದ್ಯಾಸಂಸ್ಥೆ ಪದವಿ ಪೂರ್ವ ಕಾಲೇಜು ಪ್ರಾಂಶುಪಾಲ ಎಚ್. ವಿ. ನಾಗಭೂಷಣ್ ಅಭಿಪ್ರಾಯಪಟ್ಟರು. ಅವರು ಆಲೂರು ಪಟ್ಟಣದ ವಿದ್ಯಾಸಂಸ್ಥೆ ಪ್ರೌಢ ಶಾಲೆಯಲ್ಲಿ ಭಾರತ್ ಸ್ಕೌಟ್ಸ್ & ಗೈಡ್ಸ್ ಸಂಸ್ಥೆ ಆಯೋಜಿಸಿದ್ದ ಗೀತಗಾಯನ ಸ್ಪರ್ಧೆ ಉದ್ಘಾಟಿಸಿ ಮಾತನಾಡಿದರು. ಮಕ್ಕಳಿಗೆ ದೇಶಭಕ್ತಿ ಗೀತೆಗಳನ್ನು ಕಲಿಸುವುದರಿಂದ ಮಕ್ಕಳಲ್ಲಿ ಉತ್ತಮ ಸಂಸ್ಕಾರ ಮೂಡುತ್ತದೆ. ಜಿಲ್ಲಾ ಸ್ಕೌಟ್ಸ್ ಆಯುಕ್ತ ಸ್ವರೂಪ್ ಮಾತನಾಡಿ ರಾಷ್ಟ್ರೀಯ ಭಾವೈಕ್ಯತೆ ಮೂಡಿಸಲು ಈ ಸ್ಪರ್ಧೆ ಸಹಕಾರಿ. ಜಿಲ್ಲಾ ಸ್ಕೌಟ್ಸ್ ಕಾರ್ಯದರ್ಶಿ ಮಾತನಾಡಿ ಕಾರ್ಯಕ್ರಮವನ್ನು ಯಶಸ್ವಿಗೊಳಿಸಿದರು. xyxy=(47,1774,261,1930)
tender-notice-no: ಟೆಂಡರ್ ಪ್ರಕಟಣೆ ಸಂಖ್ಯೆ: 06/2025–26 xyxy=(1118,2063,1289,2077)
story2-portrait-art xyxy=(489,830,703,1151)
story1-col2: ಬೆಂಗಳೂರಿನಲ್ಲಿ ಅವರ ಪ್ರಯಾಣವಿದೆ. ಹೀಗಾಗಿ ಅವರು ಕೇವಲ ಪ್ರದೇಶಕ್ಕಷ್ಟೇ ಸೀಮಿತವಾಗಿಲ್ಲ, ಅವರು ಇಡೀ ಕನ್ನಡ ನಾಡಿನ ಹೆಮ್ಮೆಯ ಸಾಹಿತಿಗಳಾಗಿದ್ದಾರೆ. 20.06.1955 ರಂದು ಬಸವರಾಜ ಅವರ ಜನನವಾಯಿತು. ಶ್ರೀ ಬಸಪ್ಪ ತಾಯಿ ಬಸಮ್ಮ ಅವರ ಮಗ. ತಂದೆ ಕೃಷಿಕರು, ತಾಯಿ ಗೃಹಿಣಿ. ಅವರ ಬಾಲ್ಯ ಹಳ್ಳಿಯಲ್ಲಿ ಕಳೆಯಿತು. ಹುಟ್ಟಿದ್ದು ಹಳ್ಳಿಯಲ್ಲಿ, ಪ್ರಾಥಮಿಕ ಶಿಕ್ಷಣ ಗ್ರಾಮದಲ್ಲಿ, ಪ್ರೌಢಶಿಕ್ಷಣ ತಾಲೂಕು ಕೇಂದ್ರದಲ್ಲಿ ಪಡೆದರು. ಹೈಸ್ಕೂಲು ಓದಿದ್ದು ಗುಲಬರ್ಗಾದಲ್ಲಿ. ಬಿ.ಎ. ಪದವಿಯನ್ನು ಗುಲಬರ್ಗಾದ ಕಾಲೇಜಿನಲ್ಲಿ, ಎಂ.ಎ. ಪದವಿಯನ್ನು ಕರ್ನಾಟಕ ವಿಶ್ವವಿದ್ಯಾಲಯದಲ್ಲಿ ಪಡೆದರು. ಪಿಎಚ್.ಡಿ. ಪದವಿಯನ್ನು ಗುಲಬರ್ಗಾ ವಿಶ್ವವಿದ್ಯಾಲಯದಿಂದ ಪಡೆದರು. ಅಧ್ಯಾಪಕರಾಗಿ ಸುದೀರ್ಘ ಸೇವೆ ಸಲ್ಲಿಸಿ ನಿವೃತ್ತರಾದರು. ಶಿಕ್ಷಣ ಕ್ಷೇತ್ರ, ಸಾಹಿತ್ಯ ಕ್ಷೇತ್ರ, ಸಮಾಜಮುಖಿ ಕ್ಷೇತ್ರ, ರಂಗಭೂಮಿ, ಚಲನಚಿತ್ರ ಹೀಗೆ ವಿವಿಧ ಕ್ಷೇತ್ರಗಳಲ್ಲಿ ಅವರು ದೊಡ್ಡ ಸಾಧನೆ ಮಾಡಿದ್ದಾರೆ. ಅವರ ಸಾಧನೆಗೆ ರಾಜ್ಯೋತ್ಸವ ಪ್ರಶಸ್ತಿ ಸೇರಿದಂತೆ ಹಲವು ಗೌರವಗಳು ಸಂದಿವೆ. ಅವರು ಕಲ್ಯಾಣ ಕರ್ನಾಟಕ ಸಾಹಿತ್ಯದ ಬೆಳವಣಿಗೆಗೆ ಶ್ರಮಿಸಿದವರು. ಜಾತ್ಯತೀತ ಚಿಂತನೆ ಅವರ ವ್ಯಕ್ತಿತ್ವ. xyxy=(293,108,523,303)
author-photo-name: ಕಿರಣ್ ಪಾಟೀಲ್ ಕಲ್ಬುರ್ಗಿ xyxy=(1381,864,1443,872)
story2-photo-caption: ತಮ್ಮ ಪಕ್ಷದ ಕಾರ್ಯಕರ್ತರೊಂದಿಗೆ ಅವರು ಎಲ್ಲಿಯೂ ಭೇಟಿ ನೀಡಿದ್ದು, ರೈತರ ರಸಗೊಬ್ಬರದ ಕೊರತೆಯ ಬಗ್ಗೆ ಮಾಹಿತಿ ಪಡೆದರು. xyxy=(489,1156,703,1181)
story3-photo-art xyxy=(270,1282,711,1576)
